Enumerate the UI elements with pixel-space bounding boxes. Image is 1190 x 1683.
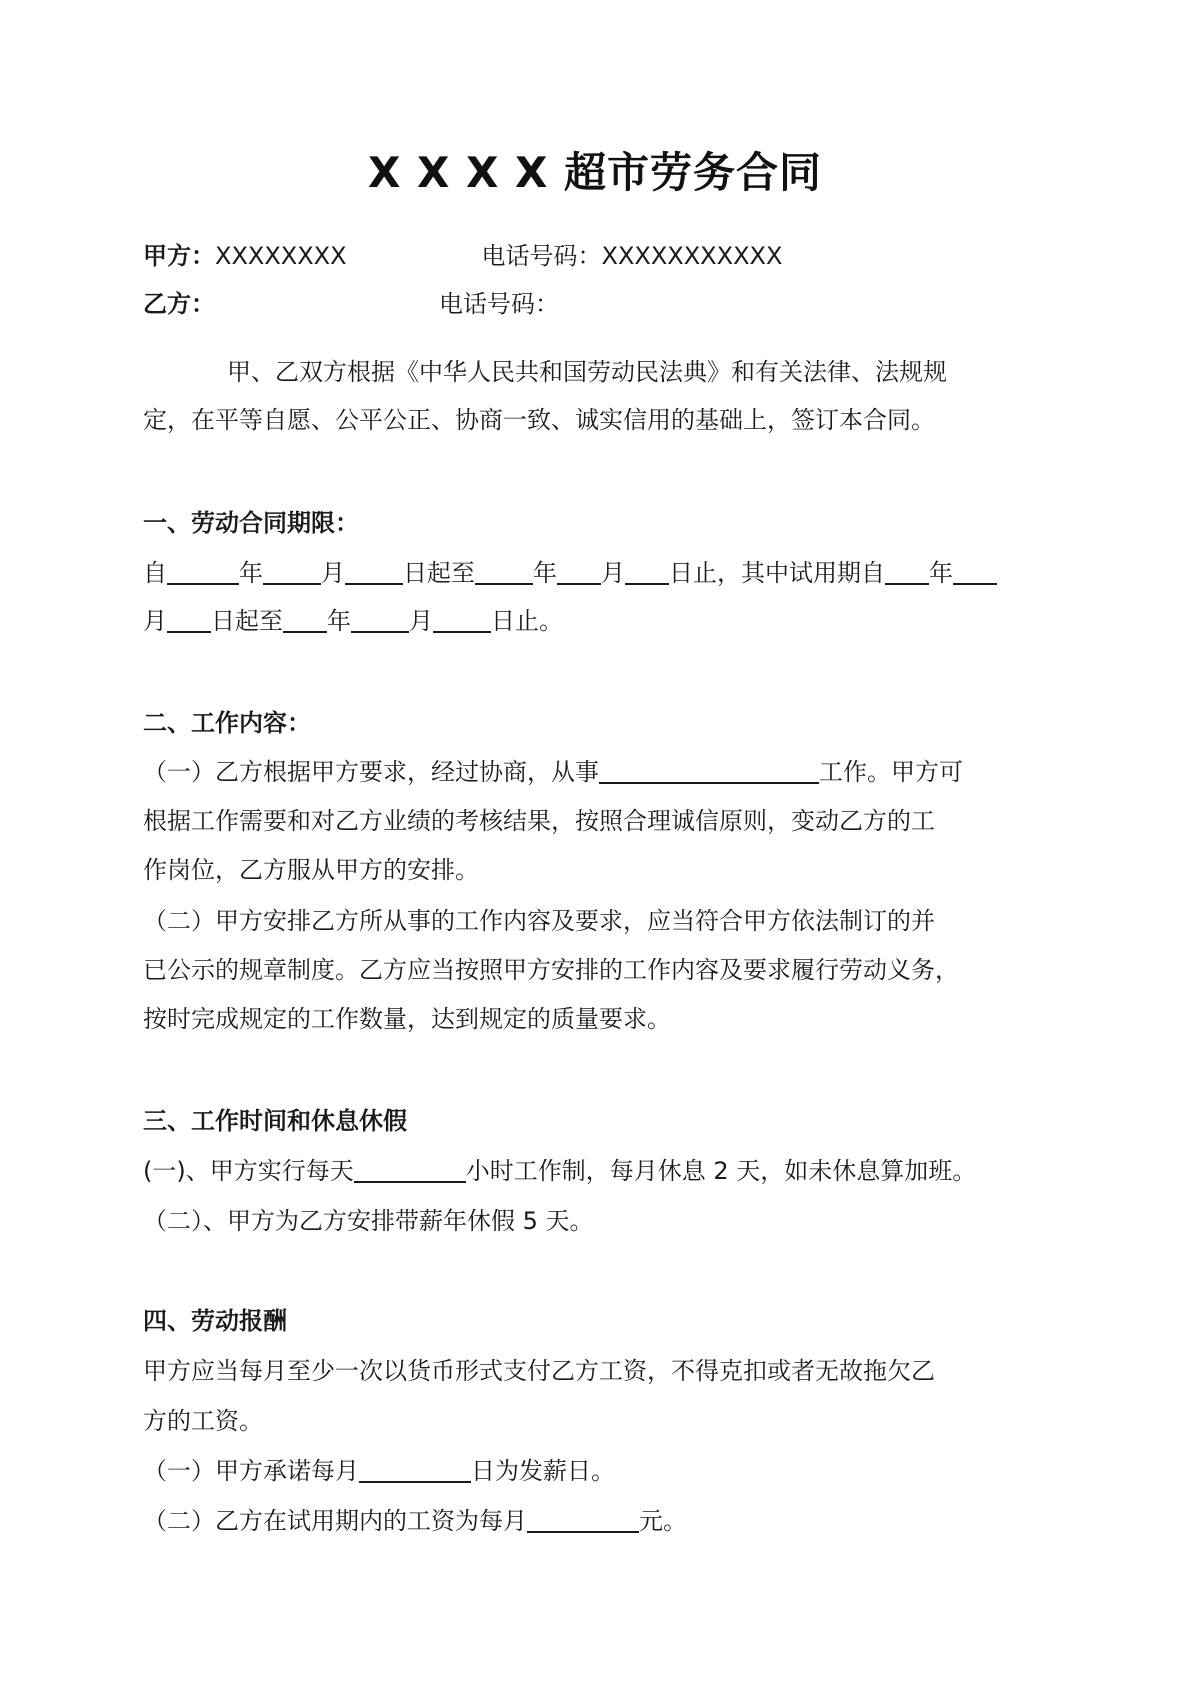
item2-start-text: （二）乙方在试用期内的工资为每月 bbox=[143, 1507, 527, 1535]
section2-item2-line2: 已公示的规章制度。乙方应当按照甲方安排的工作内容及要求履行劳动义务， bbox=[143, 956, 959, 984]
item1-end-text: 工作。甲方可 bbox=[819, 758, 963, 786]
blank-trial-start-year bbox=[885, 557, 929, 585]
blank-trial-salary bbox=[527, 1505, 639, 1533]
text-day-until: 日起至 bbox=[211, 607, 283, 635]
section2-item2-line1: （二）甲方安排乙方所从事的工作内容及要求，应当符合甲方依法制订的并 bbox=[143, 907, 935, 935]
party-a-line bbox=[143, 238, 782, 274]
blank-trial-end-day bbox=[433, 605, 491, 633]
text-year: 年 bbox=[929, 559, 953, 587]
text-day-end: 日止。 bbox=[491, 607, 563, 635]
text-year: 年 bbox=[327, 607, 351, 635]
party-a-label: 甲方： bbox=[143, 242, 215, 270]
blank-trial-start-month bbox=[953, 557, 997, 585]
section2-item1-line2: 根据工作需要和对乙方业绩的考核结果，按照合理诚信原则，变动乙方的工 bbox=[143, 807, 935, 835]
blank-start-month bbox=[263, 557, 321, 585]
text-month: 月 bbox=[143, 607, 167, 635]
section3-item1 bbox=[143, 1153, 976, 1189]
text-year: 年 bbox=[533, 559, 557, 587]
blank-trial-end-year bbox=[283, 605, 327, 633]
blank-job-title bbox=[599, 756, 819, 784]
section3-heading: 三、工作时间和休息休假 bbox=[143, 1107, 407, 1135]
text-trial-period: 日止，其中试用期自 bbox=[669, 559, 885, 587]
item1-end-text: 小时工作制，每月休息 2 天，如未休息算加班。 bbox=[465, 1157, 977, 1185]
section2-item1-line3: 作岗位，乙方服从甲方的安排。 bbox=[143, 856, 479, 884]
blank-start-year bbox=[167, 557, 239, 585]
text-day-until: 日起至 bbox=[403, 559, 475, 587]
blank-end-day bbox=[625, 557, 669, 585]
section4-item2 bbox=[143, 1503, 687, 1539]
party-a-name: XXXXXXXX bbox=[215, 242, 347, 270]
document-title: X X X X 超市劳务合同 bbox=[367, 148, 823, 197]
section1-heading: 一、劳动合同期限： bbox=[143, 509, 359, 537]
text-month: 月 bbox=[601, 559, 625, 587]
party-b-line bbox=[143, 286, 559, 322]
item1-end-text: 日为发薪日。 bbox=[471, 1457, 615, 1485]
blank-end-year bbox=[475, 557, 533, 585]
blank-trial-end-month bbox=[351, 605, 409, 633]
item2-end-text: 元。 bbox=[639, 1507, 687, 1535]
blank-trial-start-day bbox=[167, 605, 211, 633]
section4-heading: 四、劳动报酬 bbox=[143, 1307, 287, 1335]
section2-item2-line3: 按时完成规定的工作数量，达到规定的质量要求。 bbox=[143, 1005, 671, 1033]
text-month: 月 bbox=[409, 607, 433, 635]
section2-item1-line1 bbox=[143, 754, 963, 790]
blank-daily-hours bbox=[354, 1155, 466, 1183]
intro-line-1: 甲、乙双方根据《中华人民共和国劳动民法典》和有关法律、法规规 bbox=[227, 358, 947, 386]
party-a-phone: XXXXXXXXXXX bbox=[601, 242, 783, 270]
section4-item1 bbox=[143, 1453, 615, 1489]
section1-line-2 bbox=[143, 603, 563, 639]
item1-start-text: （一）甲方承诺每月 bbox=[143, 1457, 359, 1485]
text-month: 月 bbox=[321, 559, 345, 587]
section1-line-1 bbox=[143, 555, 997, 591]
intro-line-2: 定，在平等自愿、公平公正、协商一致、诚实信用的基础上，签订本合同。 bbox=[143, 406, 935, 434]
blank-start-day bbox=[345, 557, 403, 585]
item1-start-text: (一)、甲方实行每天 bbox=[143, 1157, 354, 1185]
text-year: 年 bbox=[239, 559, 263, 587]
blank-payday bbox=[359, 1455, 471, 1483]
item1-start-text: （一）乙方根据甲方要求，经过协商，从事 bbox=[143, 758, 599, 786]
party-a-phone-label: 电话号码： bbox=[481, 242, 602, 270]
party-b-phone-label: 电话号码： bbox=[439, 290, 559, 318]
party-b-label: 乙方： bbox=[143, 290, 215, 318]
section4-line2: 方的工资。 bbox=[143, 1407, 263, 1435]
section3-item2: （二）、甲方为乙方安排带薪年休假 5 天。 bbox=[143, 1207, 594, 1235]
blank-end-month bbox=[557, 557, 601, 585]
section4-line1: 甲方应当每月至少一次以货币形式支付乙方工资，不得克扣或者无故拖欠乙 bbox=[143, 1357, 935, 1385]
section2-heading: 二、工作内容： bbox=[143, 709, 311, 737]
text-zi: 自 bbox=[143, 559, 167, 587]
